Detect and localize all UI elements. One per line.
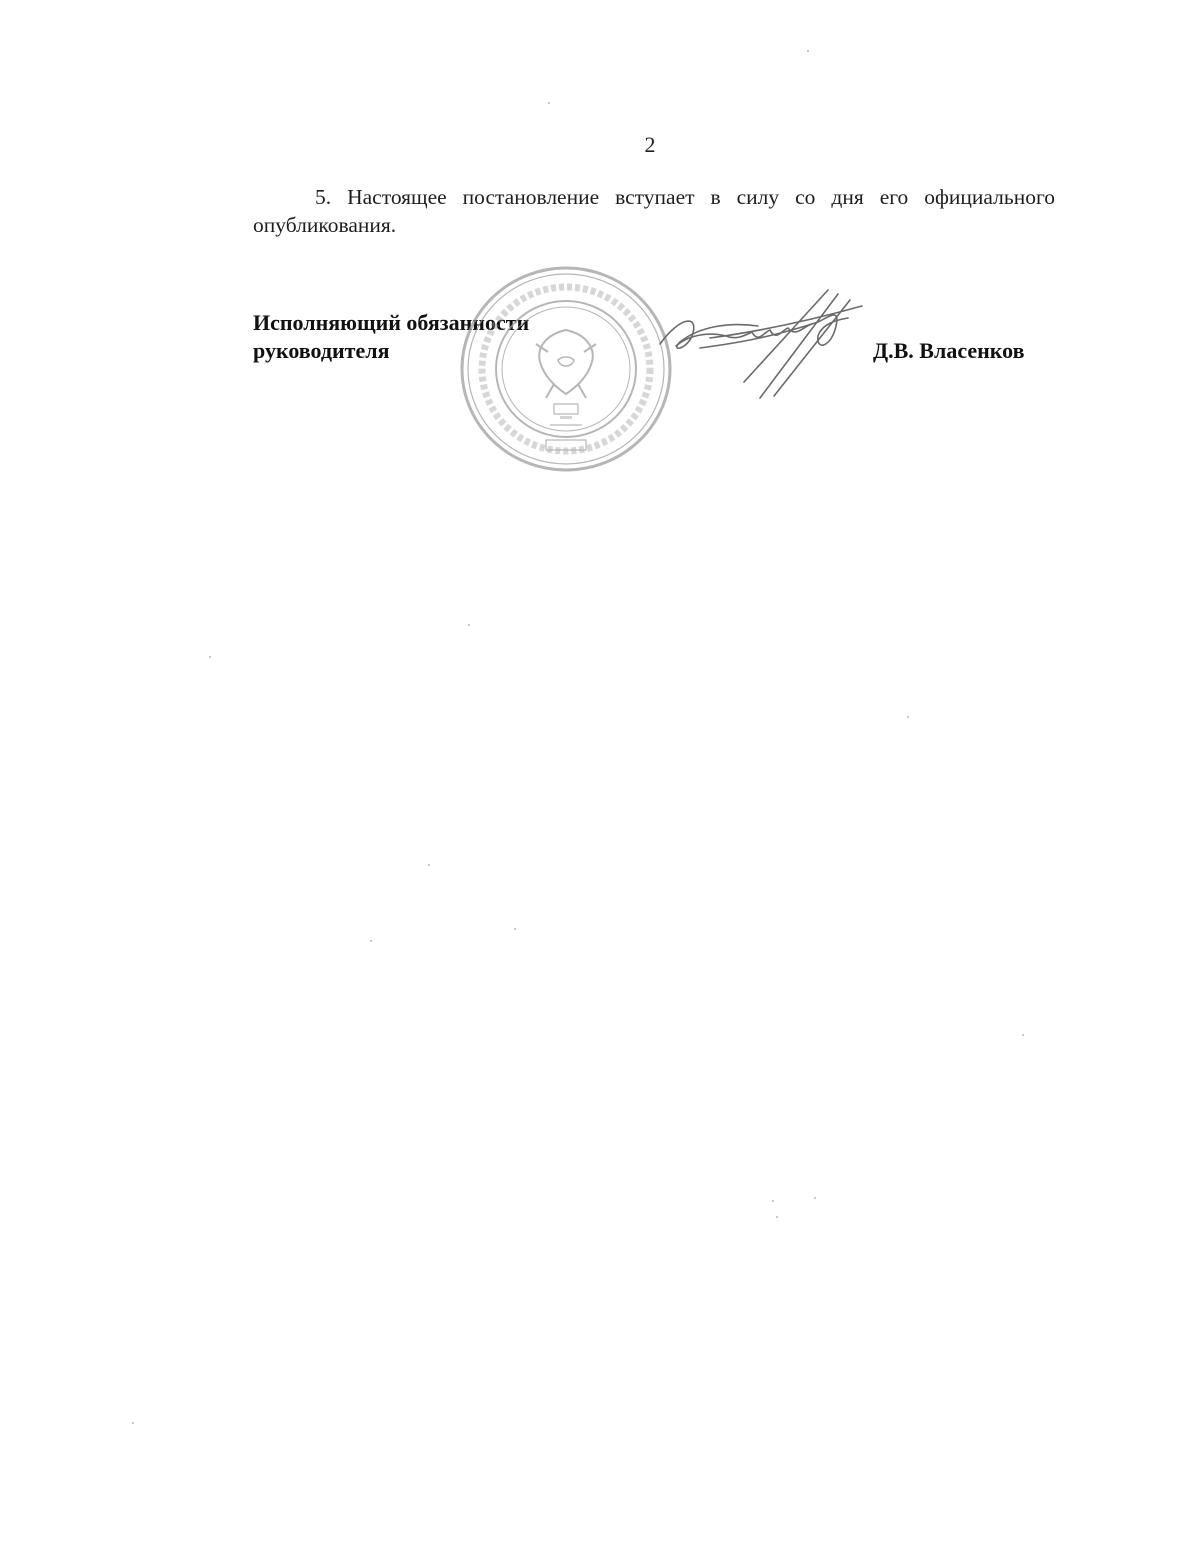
signatory-name: Д.В. Власенков [873,338,1025,363]
scan-speck [814,1197,816,1199]
scan-speck [907,716,909,718]
scan-speck [209,656,211,658]
handwritten-signature [640,286,880,406]
scan-speck [548,102,550,104]
scan-speck [776,1216,778,1218]
body-paragraph: 5. Настоящее постановление вступает в силу со дня его официального опубликования. [253,185,1055,237]
scan-speck [132,1422,134,1424]
scan-speck [468,624,470,626]
signatory-title-line-2: руководителя [253,338,390,363]
scan-speck [428,864,430,866]
page-number: 2 [644,132,656,157]
scan-speck [514,928,516,930]
scan-speck [1022,1034,1024,1036]
signatory-title-line-1: Исполняющий обязанности [253,310,530,335]
scan-speck [807,50,809,52]
scan-speck [370,940,372,942]
scan-speck [772,1200,774,1202]
